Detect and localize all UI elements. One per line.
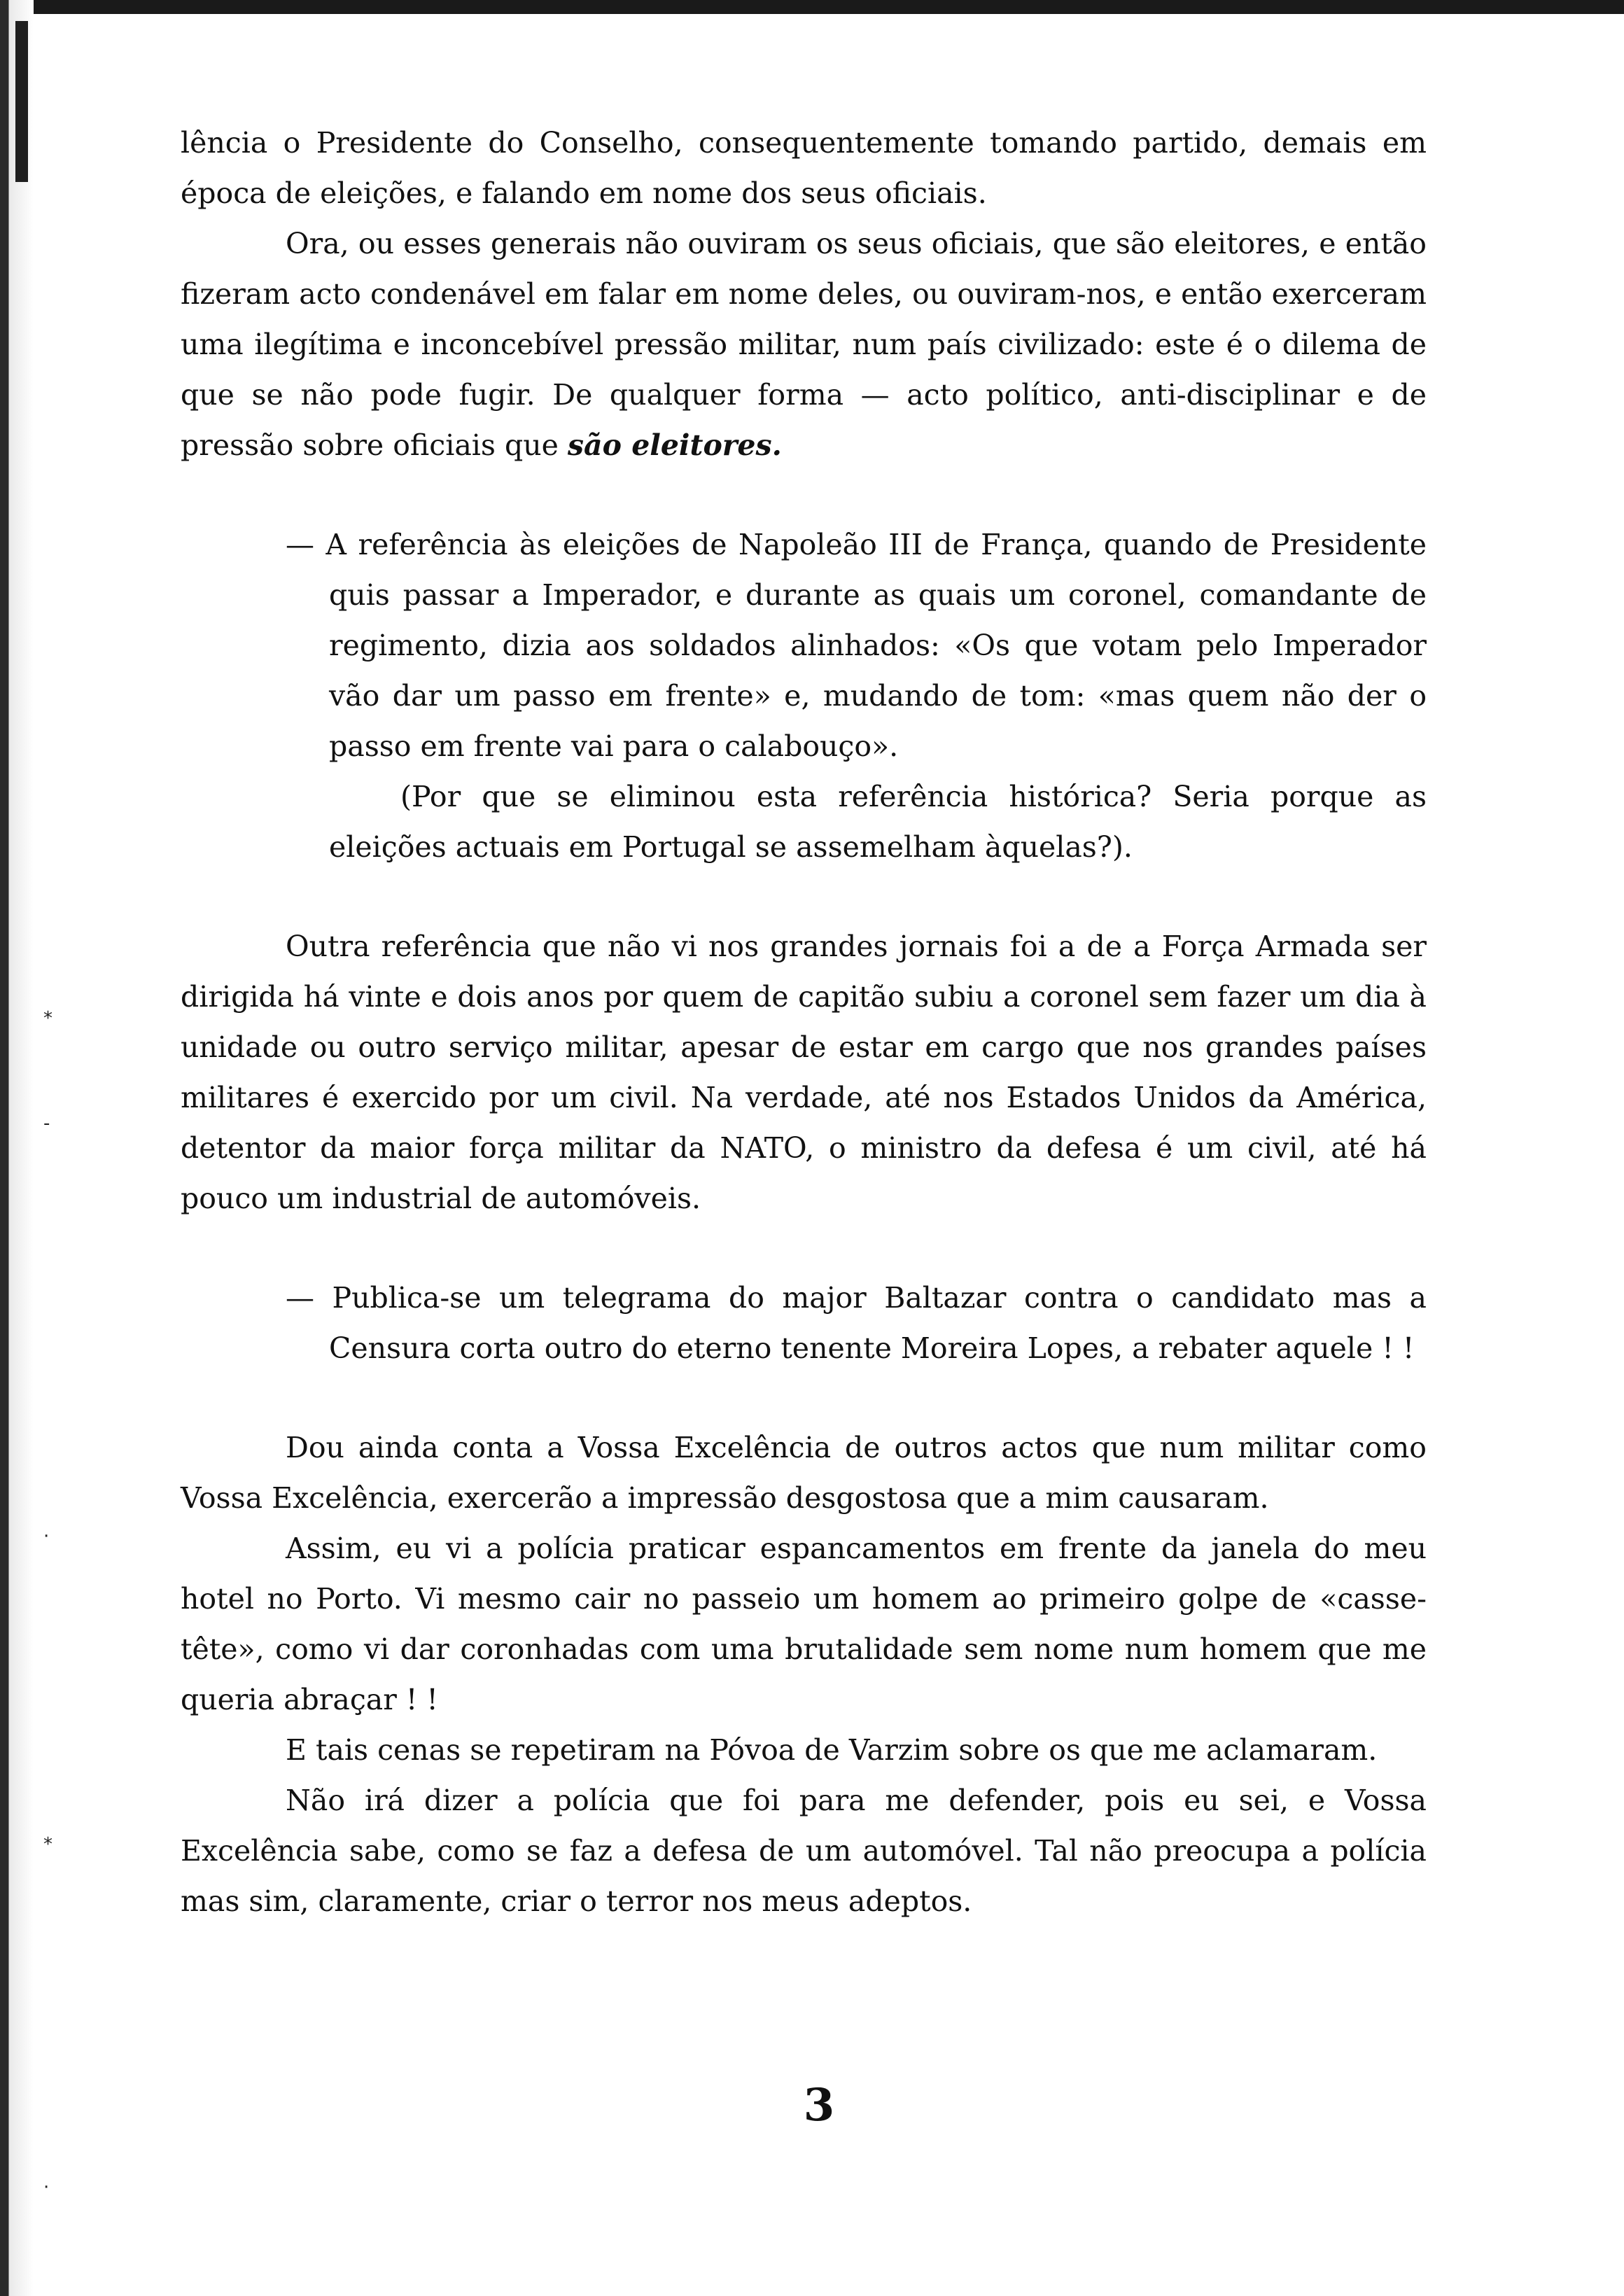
scan-top-border (0, 0, 1624, 14)
binding-shadow (15, 21, 28, 182)
paragraph: E tais cenas se repetiram na Póvoa de Varzim sobre os que me aclamaram. (286, 1733, 1378, 1767)
quoted-note: (Por que se eliminou esta referência histórica? Seria porque as eleições actuais em Portugal se assemelham àquelas?). (329, 780, 1427, 864)
paragraph: lência o Presidente do Conselho, consequentemente tomando partido, demais em época de eleições, e falando em nome dos seus oficiais. (181, 126, 1427, 210)
document-body (181, 118, 1427, 1926)
emphasis-text: são eleitores. (567, 428, 782, 462)
margin-speck: * (43, 1008, 52, 1029)
margin-speck: - (43, 1113, 50, 1134)
page-number: 3 (803, 2079, 835, 2132)
paragraph: Assim, eu vi a polícia praticar espancamentos em frente da janela do meu hotel no Porto. Vi mesmo cair no passeio um homem ao primeiro golpe de «casse-tête», como vi dar coronhadas com uma brutalidade sem nome num homem que me queria abraçar ! ! (181, 1532, 1427, 1716)
margin-speck: · (43, 1526, 50, 1547)
paragraph: Outra referência que não vi nos grandes jornais foi a de a Força Armada ser dirigida há vinte e dois anos por quem de capitão subiu a coronel sem fazer um dia à unidade ou outro serviço militar, apesar de estar em cargo que nos grandes países militares é exercido por um civil. Na verdade, até nos Estados Unidos da América, detentor da maior força militar da NATO, o ministro da defesa é um civil, até há pouco um industrial de automóveis. (181, 930, 1427, 1215)
quoted-item: — A referência às eleições de Napoleão III de França, quando de Presidente quis passar a Imperador, e durante as quais um coronel, comandante de regimento, dizia aos soldados alinhados: «Os que votam pelo Imperador vão dar um passo em frente» e, mudando de tom: «mas quem não der o passo em frente vai para o calabouço». (286, 528, 1427, 763)
paragraph (181, 218, 1427, 470)
quoted-item: — Publica-se um telegrama do major Baltazar contra o candidato mas a Censura corta outro do eterno tenente Moreira Lopes, a rebater aquele ! ! (286, 1281, 1427, 1365)
paragraph: Não irá dizer a polícia que foi para me defender, pois eu sei, e Vossa Excelência sabe, como se faz a defesa de um automóvel. Tal não preocupa a polícia mas sim, claramente, criar o terror nos meus adeptos. (181, 1784, 1427, 1918)
paragraph: Dou ainda conta a Vossa Excelência de outros actos que num militar como Vossa Excelência, exercerão a impressão desgostosa que a mim causaram. (181, 1431, 1427, 1515)
margin-speck: * (43, 1834, 52, 1855)
margin-speck: · (43, 2177, 50, 2198)
paragraph-text: Ora, ou esses generais não ouviram os seus oficiais, que são eleitores, e então fizeram acto condenável em falar em nome deles, ou ouviram-nos, e então exerceram uma ilegítima e inconcebível pressão militar, num país civilizado: este é o dilema de que se não pode fugir. De qualquer forma — acto político, anti-disciplinar e de pressão sobre oficiais que (181, 227, 1427, 462)
scan-binding-edge (0, 0, 34, 2296)
